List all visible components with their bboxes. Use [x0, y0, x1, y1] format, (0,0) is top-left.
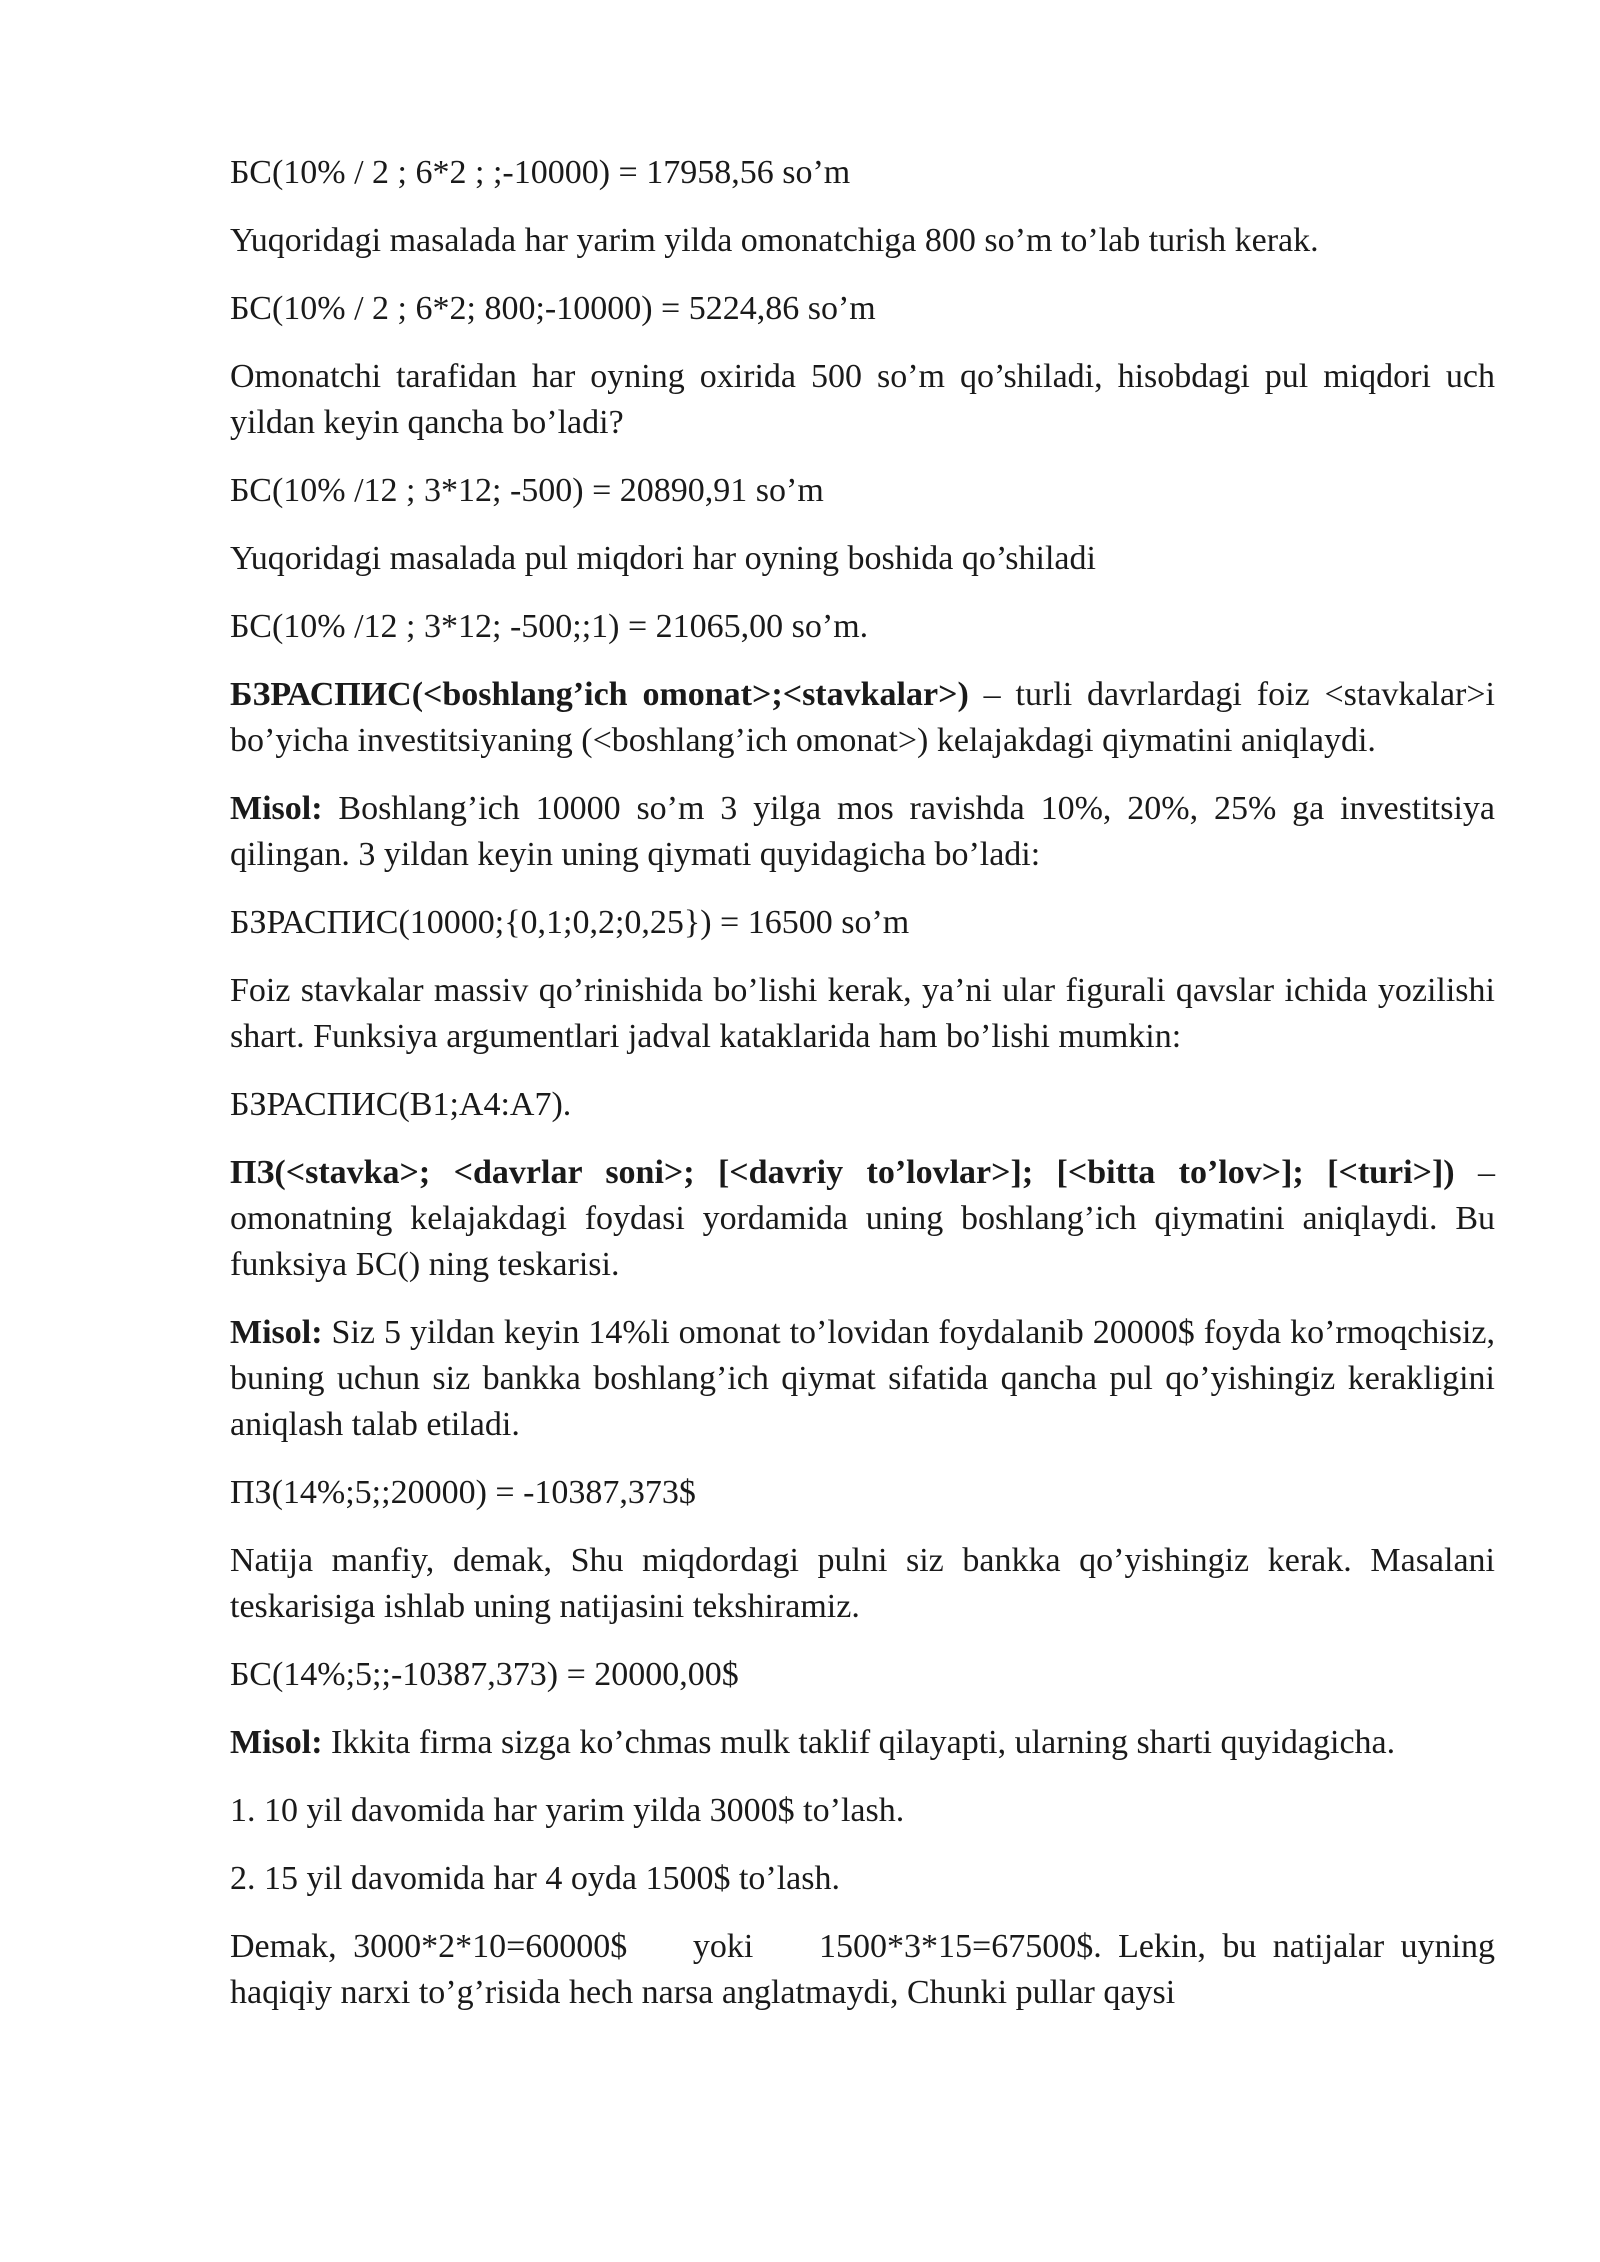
paragraph-text: Foiz stavkalar massiv qo’rinishida bo’lishi kerak, ya’ni ular figurali qavslar ichida yozilishi shart. Funksiya argumentlari jadval kataklarida ham bo’lishi mumkin:: [230, 972, 1495, 1055]
formula-line: [230, 150, 1495, 196]
paragraph-text: БС(10% /12 ; 3*12; -500) = 20890,91 so’m: [230, 472, 824, 509]
formula-line: [230, 468, 1495, 514]
paragraph-text: 2. 15 yil davomida har 4 oyda 1500$ to’lash.: [230, 1860, 841, 1897]
function-signature: БЗРАСПИС(<boshlang’ich omonat>;<stavkalar>): [230, 676, 969, 713]
paragraph-text: БС(14%;5;;-10387,373) = 20000,00$: [230, 1656, 739, 1693]
paragraph-text: Yuqoridagi masalada har yarim yilda omonatchiga 800 so’m to’lab turish kerak.: [230, 222, 1319, 259]
formula-line: [230, 1082, 1495, 1128]
paragraph-text: БС(10% / 2 ; 6*2 ; ;-10000) = 17958,56 so’m: [230, 154, 851, 191]
example-label: Misol:: [230, 790, 323, 827]
formula-line: [230, 1470, 1495, 1516]
paragraph-text: ПЗ(14%;5;;20000) = -10387,373$: [230, 1474, 696, 1511]
paragraph-text: – turli davrlardagi foiz <stavkalar>i bo’yicha investitsiyaning (<boshlang’ich omonat>) kelajakdagi qiymatini aniqlaydi.: [230, 676, 1495, 759]
formula-line: [230, 900, 1495, 946]
body-paragraph: [230, 354, 1495, 446]
example-label: Misol:: [230, 1314, 323, 1351]
formula-line: [230, 286, 1495, 332]
formula-line: [230, 1652, 1495, 1698]
paragraph-text: Natija manfiy, demak, Shu miqdordagi pulni siz bankka qo’yishingiz kerak. Masalani teskarisiga ishlab uning natijasini tekshiramiz.: [230, 1542, 1495, 1625]
paragraph-text: Omonatchi tarafidan har oyning oxirida 500 so’m qo’shiladi, hisobdagi pul miqdori uch yildan keyin qancha bo’ladi?: [230, 358, 1495, 441]
paragraph-text: БС(10% /12 ; 3*12; -500;;1) = 21065,00 so’m.: [230, 608, 869, 645]
paragraph-text: Yuqoridagi masalada pul miqdori har oyning boshida qo’shiladi: [230, 540, 1096, 577]
paragraph-text: БЗРАСПИС(B1;A4:A7).: [230, 1086, 572, 1123]
example-paragraph: [230, 786, 1495, 878]
document-page: [230, 150, 1504, 2038]
paragraph-text: 1. 10 yil davomida har yarim yilda 3000$ to’lash.: [230, 1792, 905, 1829]
paragraph-text: БЗРАСПИС(10000;{0,1;0,2;0,25}) = 16500 so’m: [230, 904, 910, 941]
paragraph-text: БС(10% / 2 ; 6*2; 800;-10000) = 5224,86 so’m: [230, 290, 876, 327]
body-paragraph: [230, 536, 1495, 582]
body-paragraph: [230, 968, 1495, 1060]
body-paragraph: [230, 1924, 1504, 2016]
paragraph-text: Boshlang’ich 10000 so’m 3 yilga mos ravishda 10%, 20%, 25% ga investitsiya qilingan. 3 yildan keyin uning qiymati quyidagicha bo’ladi:: [230, 790, 1495, 873]
example-label: Misol:: [230, 1724, 323, 1761]
list-item: [230, 1856, 1495, 1902]
paragraph-text: – omonatning kelajakdagi foydasi yordamida uning boshlang’ich qiymatini aniqlaydi. Bu funksiya БС() ning teskarisi.: [230, 1154, 1496, 1283]
body-paragraph: [230, 1538, 1495, 1630]
function-signature: ПЗ(<stavka>; <davrlar soni>; [<davriy to’lovlar>]; [<bitta to’lov>]; [<turi>]): [230, 1154, 1455, 1191]
function-definition: [230, 1150, 1495, 1288]
example-paragraph: [230, 1310, 1495, 1448]
example-paragraph: [230, 1720, 1495, 1766]
list-item: [230, 1788, 1495, 1834]
function-definition: [230, 672, 1495, 764]
body-paragraph: [230, 218, 1495, 264]
paragraph-text: Siz 5 yildan keyin 14%li omonat to’lovidan foydalanib 20000$ foyda ko’rmoqchisiz, buning uchun siz bankka boshlang’ich qiymat sifatida qancha pul qo’yishingiz kerakligini aniqlash talab etiladi.: [230, 1314, 1495, 1443]
paragraph-text: Ikkita firma sizga ko’chmas mulk taklif qilayapti, ularning sharti quyidagicha.: [322, 1724, 1396, 1761]
paragraph-text: Demak, 3000*2*10=60000$ yoki 1500*3*15=67500$. Lekin, bu natijalar uyning haqiqiy narxi to’g’risida hech narsa anglatmaydi, Chunki pullar qaysi: [230, 1928, 1504, 2011]
formula-line: [230, 604, 1495, 650]
